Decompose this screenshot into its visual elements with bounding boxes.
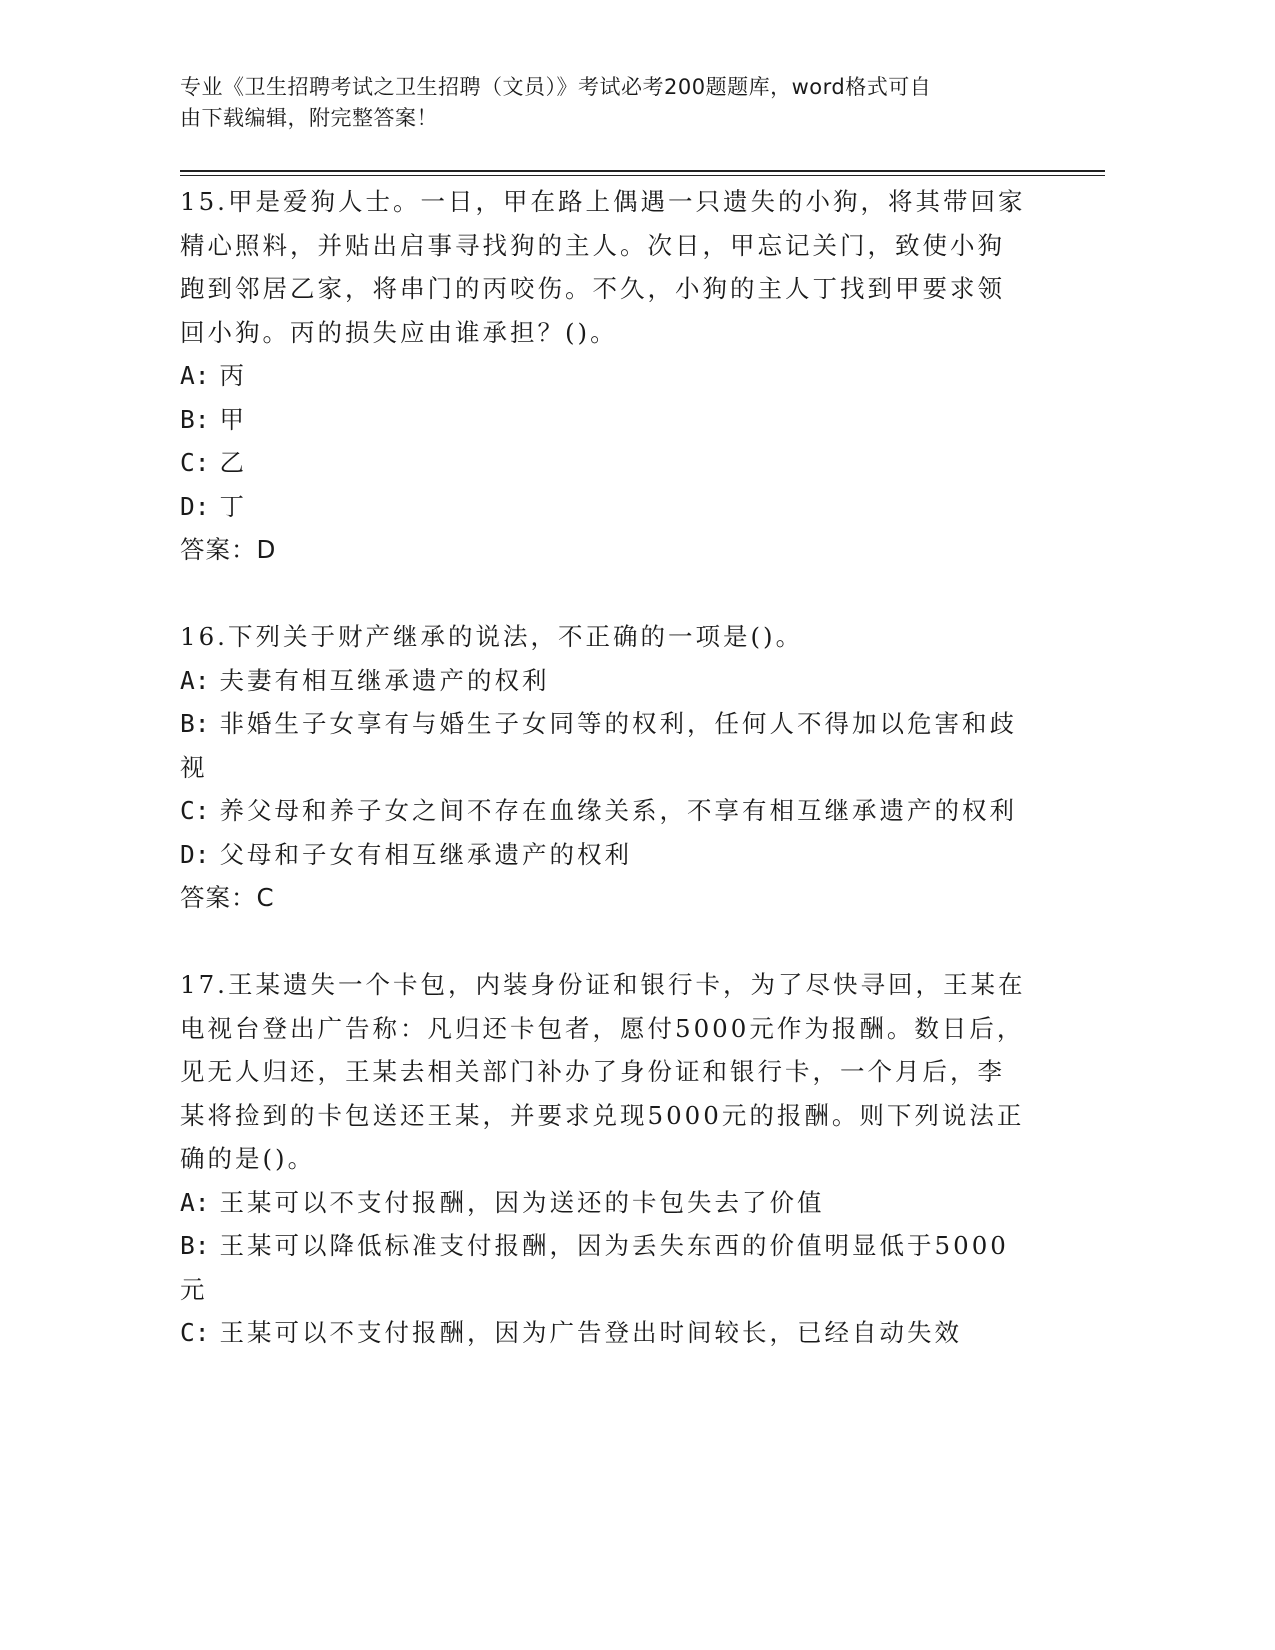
option-text: 王某可以降低标准支付报酬，因为丢失东西的价值明显低于5000 <box>219 1231 1009 1260</box>
option-a <box>180 354 1030 398</box>
header-divider-thick <box>180 170 1105 172</box>
option-text: 王某可以不支付报酬，因为广告登出时间较长，已经自动失效 <box>219 1318 963 1347</box>
option-c <box>180 789 1030 833</box>
option-a <box>180 1181 1030 1225</box>
option-label: A: <box>180 1187 210 1217</box>
option-c <box>180 1311 1030 1355</box>
header-line-1: 专业《卫生招聘考试之卫生招聘（文员）》考试必考200题题库，word格式可自 <box>180 75 932 99</box>
header-line-2: 由下载编辑，附完整答案！ <box>180 106 438 130</box>
option-c <box>180 441 1030 485</box>
question-block-16 <box>180 615 1030 920</box>
option-d <box>180 485 1030 529</box>
question-list <box>180 180 1030 1355</box>
option-b <box>180 398 1030 442</box>
option-text: 王某可以不支付报酬，因为送还的卡包失去了价值 <box>219 1187 825 1217</box>
option-text: 丁 <box>219 491 248 521</box>
question-text-line: 16.下列关于财产继承的说法，不正确的一项是()。 <box>180 622 804 651</box>
option-text: 夫妻有相互继承遗产的权利 <box>219 665 550 695</box>
option-label: D: <box>180 839 210 869</box>
option-label: C: <box>180 448 210 477</box>
question-block-17 <box>180 963 1030 1355</box>
option-text: 乙 <box>219 448 248 477</box>
option-b-continued: 视 <box>180 752 208 782</box>
question-text-line: 见无人归还，王某去相关部门补办了身份证和银行卡，一个月后，李 <box>180 1057 1005 1086</box>
option-text: 父母和子女有相互继承遗产的权利 <box>219 839 633 869</box>
spacer <box>180 920 1030 964</box>
option-b <box>180 1224 1030 1268</box>
question-text-line: 回小狗。丙的损失应由谁承担？()。 <box>180 317 618 347</box>
document-header <box>180 72 1030 134</box>
option-b-continued: 元 <box>180 1274 208 1304</box>
option-label: C: <box>180 796 210 825</box>
spacer <box>180 572 1030 616</box>
option-label: C: <box>180 1318 210 1347</box>
question-text-line: 确的是()。 <box>180 1144 316 1173</box>
option-label: A: <box>180 361 210 390</box>
question-text-line: 电视台登出广告称：凡归还卡包者，愿付5000元作为报酬。数日后， <box>180 1013 1025 1043</box>
answer-line: 答案：C <box>180 883 275 912</box>
answer-line: 答案：D <box>180 535 277 564</box>
question-text-line: 精心照料，并贴出启事寻找狗的主人。次日，甲忘记关门，致使小狗 <box>180 230 1005 260</box>
question-block-15 <box>180 180 1030 572</box>
option-a <box>180 659 1030 703</box>
question-text-line: 17.王某遗失一个卡包，内装身份证和银行卡，为了尽快寻回，王某在 <box>180 970 1026 999</box>
option-b <box>180 702 1030 746</box>
option-d <box>180 833 1030 877</box>
option-label: D: <box>180 491 210 521</box>
header-divider-thin <box>180 175 1105 176</box>
option-label: B: <box>180 709 210 738</box>
option-text: 丙 <box>219 361 248 390</box>
option-label: B: <box>180 1231 210 1260</box>
option-label: B: <box>180 404 210 434</box>
question-text-line: 15.甲是爱狗人士。一日，甲在路上偶遇一只遗失的小狗，将其带回家 <box>180 187 1026 216</box>
option-text: 非婚生子女享有与婚生子女同等的权利，任何人不得加以危害和歧 <box>219 709 1018 738</box>
option-text: 养父母和养子女之间不存在血缘关系，不享有相互继承遗产的权利 <box>219 796 1018 825</box>
option-label: A: <box>180 665 210 695</box>
question-text-line: 跑到邻居乙家，将串门的丙咬伤。不久，小狗的主人丁找到甲要求领 <box>180 274 1005 303</box>
option-text: 甲 <box>219 404 248 434</box>
question-text-line: 某将捡到的卡包送还王某，并要求兑现5000元的报酬。则下列说法正 <box>180 1100 1025 1130</box>
